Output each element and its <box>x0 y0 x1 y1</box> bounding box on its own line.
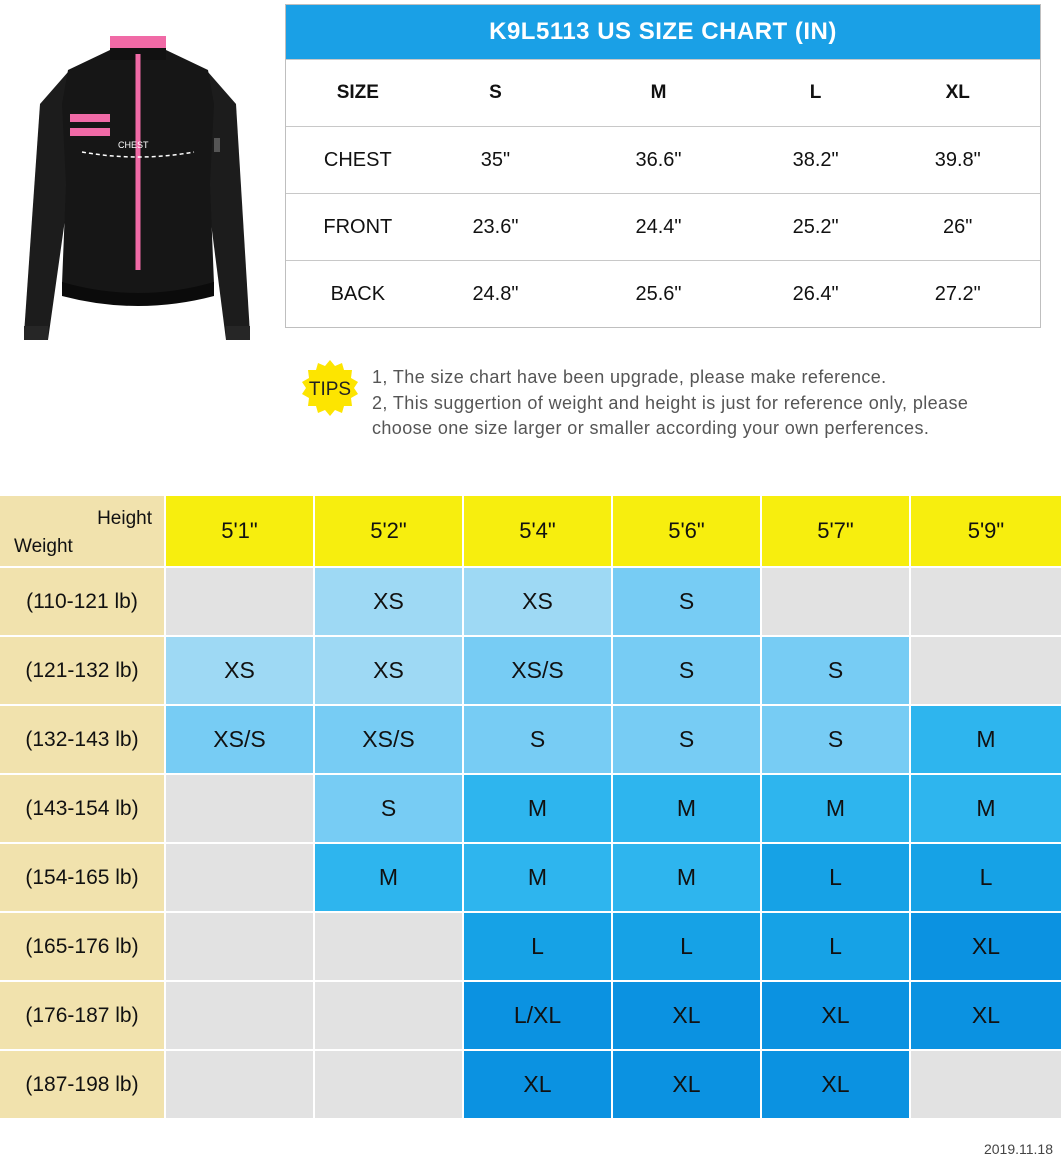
measure-value: 24.4" <box>635 215 682 238</box>
fit-size-cell <box>911 1051 1061 1118</box>
fit-size-cell: XS <box>464 568 611 635</box>
size-chart-table <box>285 4 1041 328</box>
fit-size-cell <box>911 568 1061 635</box>
measure-value: 25.6" <box>635 282 682 305</box>
fit-size-cell: XL <box>464 1051 611 1118</box>
fit-size-cell <box>911 637 1061 704</box>
fit-grid-row <box>0 775 1061 842</box>
size-header-label: SIZE <box>336 82 379 103</box>
size-header-xl: XL <box>945 82 970 103</box>
fit-grid-header-row <box>0 496 1061 566</box>
tips-line: choose one size larger or smaller according your own perferences. <box>372 418 930 438</box>
size-chart-row <box>286 260 1040 327</box>
fit-size-cell: M <box>613 775 760 842</box>
fit-size-cell: XL <box>911 982 1061 1049</box>
fit-size-cell: M <box>613 844 760 911</box>
fit-size-cell: L/XL <box>464 982 611 1049</box>
fit-grid-row <box>0 706 1061 773</box>
size-chart-header-row <box>286 59 1040 126</box>
tips-line: 1, The size chart have been upgrade, please make reference. <box>372 367 887 387</box>
fit-size-cell: S <box>613 568 760 635</box>
weight-label: (110-121 lb) <box>0 568 164 635</box>
tips-badge-label: TIPS <box>308 379 352 400</box>
fit-size-cell: XL <box>613 982 760 1049</box>
height-header: 5'4" <box>464 496 611 566</box>
height-header: 5'9" <box>911 496 1061 566</box>
fit-size-cell: L <box>762 913 909 980</box>
fit-size-cell: S <box>613 706 760 773</box>
fit-size-cell <box>315 913 462 980</box>
fit-size-cell: XS <box>166 637 313 704</box>
weight-label: (154-165 lb) <box>0 844 164 911</box>
measure-value: 38.2" <box>792 148 839 171</box>
fit-size-cell <box>762 568 909 635</box>
size-chart-row <box>286 126 1040 193</box>
jacket-illustration <box>18 34 258 352</box>
fit-size-cell: XS/S <box>315 706 462 773</box>
fit-grid-row <box>0 1051 1061 1118</box>
fit-size-cell: L <box>762 844 909 911</box>
fit-size-cell: S <box>613 637 760 704</box>
fit-size-cell <box>166 568 313 635</box>
fit-size-cell <box>315 982 462 1049</box>
fit-size-cell: XS/S <box>166 706 313 773</box>
fit-grid-row <box>0 568 1061 635</box>
measure-value: 26.4" <box>792 282 839 305</box>
fit-size-cell: L <box>613 913 760 980</box>
measure-value: 27.2" <box>934 282 981 305</box>
weight-label: (143-154 lb) <box>0 775 164 842</box>
fit-size-cell: XS <box>315 637 462 704</box>
weight-label: (121-132 lb) <box>0 637 164 704</box>
measure-value: 36.6" <box>635 148 682 171</box>
measure-value: 23.6" <box>472 215 519 238</box>
measure-label: FRONT <box>323 215 393 238</box>
fit-size-cell <box>166 844 313 911</box>
weight-label: (132-143 lb) <box>0 706 164 773</box>
fit-grid-row <box>0 844 1061 911</box>
fit-grid-row <box>0 913 1061 980</box>
fit-size-cell: XS <box>315 568 462 635</box>
size-header-s: S <box>489 82 502 103</box>
fit-grid-row <box>0 982 1061 1049</box>
weight-label: (176-187 lb) <box>0 982 164 1049</box>
size-header-l: L <box>809 82 822 103</box>
size-header-m: M <box>650 82 667 103</box>
measure-label: CHEST <box>323 148 392 171</box>
measure-value: 24.8" <box>472 282 519 305</box>
fit-size-cell: XL <box>911 913 1061 980</box>
fit-size-cell: XL <box>762 982 909 1049</box>
fit-size-cell <box>166 982 313 1049</box>
corner-height-label: Height <box>97 508 152 529</box>
height-header: 5'2" <box>315 496 462 566</box>
tips-line: 2, This suggertion of weight and height is just for reference only, please <box>372 392 969 413</box>
fit-size-cell <box>166 913 313 980</box>
date-stamp: 2019.11.18 <box>983 1141 1053 1157</box>
height-header: 5'6" <box>613 496 760 566</box>
fit-size-cell <box>315 1051 462 1118</box>
fit-size-cell: M <box>762 775 909 842</box>
fit-size-cell: L <box>464 913 611 980</box>
fit-size-cell: M <box>911 706 1061 773</box>
height-header: 5'1" <box>166 496 313 566</box>
size-chart-title: K9L5113 US SIZE CHART (IN) <box>286 5 1040 59</box>
fit-size-cell <box>166 1051 313 1118</box>
size-chart-row <box>286 193 1040 260</box>
fit-size-cell: XS/S <box>464 637 611 704</box>
fit-size-cell: S <box>464 706 611 773</box>
fit-size-cell: L <box>911 844 1061 911</box>
chest-label: CHEST <box>118 140 149 150</box>
fit-size-cell: XL <box>762 1051 909 1118</box>
measure-value: 39.8" <box>934 148 981 171</box>
fit-size-cell: M <box>464 844 611 911</box>
weight-label: (165-176 lb) <box>0 913 164 980</box>
height-header: 5'7" <box>762 496 909 566</box>
fit-size-cell: M <box>464 775 611 842</box>
tips-badge-icon <box>300 358 360 418</box>
fit-grid <box>0 496 1061 1120</box>
corner-weight-label: Weight <box>14 536 73 557</box>
fit-size-cell: S <box>762 637 909 704</box>
measure-value: 25.2" <box>792 215 839 238</box>
fit-size-cell: XL <box>613 1051 760 1118</box>
fit-size-cell: S <box>762 706 909 773</box>
fit-grid-row <box>0 637 1061 704</box>
fit-size-cell <box>166 775 313 842</box>
measure-value: 26" <box>943 215 973 238</box>
grid-corner <box>0 496 164 566</box>
fit-size-cell: S <box>315 775 462 842</box>
weight-label: (187-198 lb) <box>0 1051 164 1118</box>
tips-text <box>372 365 1052 442</box>
measure-value: 35" <box>480 148 511 171</box>
fit-size-cell: M <box>911 775 1061 842</box>
measure-label: BACK <box>330 282 386 305</box>
fit-size-cell: M <box>315 844 462 911</box>
